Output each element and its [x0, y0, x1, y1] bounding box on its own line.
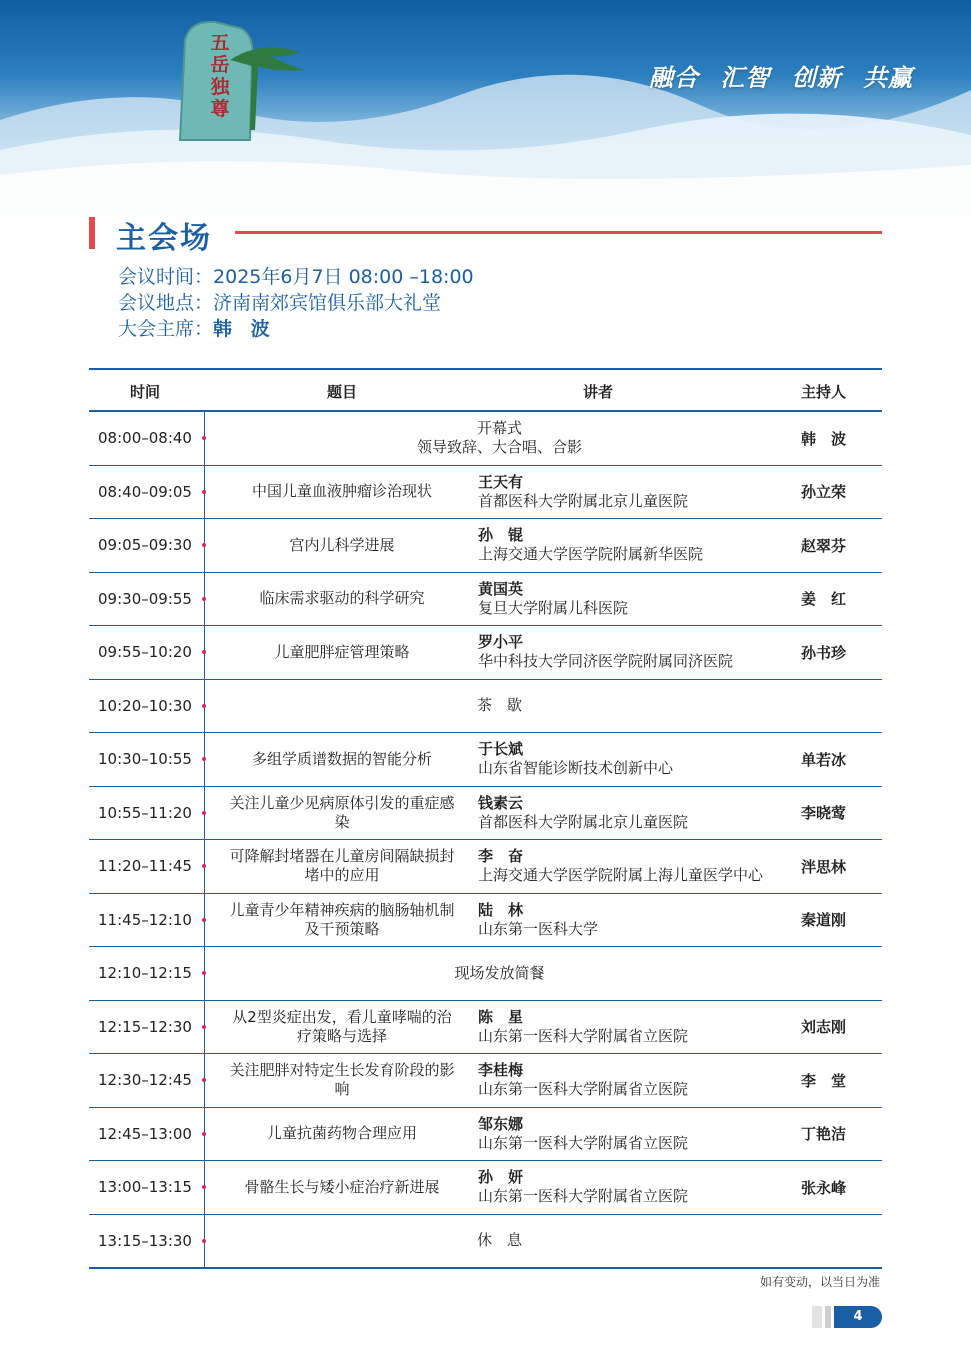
row-host: 刘志刚: [801, 1018, 847, 1037]
row-host: 张永峰: [801, 1178, 847, 1197]
speaker-organization: 首都医科大学附属北京儿童医院: [478, 491, 689, 510]
meeting-info: [118, 264, 474, 342]
speaker-name: 黄国英: [478, 579, 524, 598]
row-speaker: [478, 1054, 798, 1107]
row-dot: [202, 864, 206, 868]
speaker-name: 邹东娜: [478, 1114, 524, 1133]
row-time: 12:30–12:45: [98, 1071, 192, 1090]
row-host: 赵翠芬: [801, 536, 847, 555]
section-title: 主会场: [116, 221, 212, 256]
meeting-venue-value: 济南南郊宾馆俱乐部大礼堂: [213, 292, 442, 314]
row-speaker: [478, 733, 798, 786]
row-dot: [202, 1132, 206, 1136]
row-time: 10:20–10:30: [98, 696, 192, 715]
row-span-line: 茶 歇: [476, 696, 522, 715]
header-time: 时间: [130, 383, 161, 401]
speaker-organization: 华中科技大学同济医学院附属同济医院: [478, 652, 734, 671]
mountain-illustration: [0, 0, 971, 215]
speaker-organization: 山东第一医科大学附属省立医院: [478, 1187, 689, 1206]
speaker-name: 王天有: [478, 472, 524, 491]
speaker-organization: 山东第一医科大学附属省立医院: [478, 1133, 689, 1152]
row-host: 姜 红: [801, 590, 847, 609]
row-topic: 骨骼生长与矮小症治疗新进展: [244, 1177, 440, 1196]
speaker-organization: 上海交通大学医学院附属新华医院: [478, 545, 704, 564]
section-header: [89, 213, 882, 256]
meeting-venue-label: 会议地点：: [118, 292, 214, 314]
row-dot: [202, 757, 206, 761]
row-time: 08:00–08:40: [98, 429, 192, 448]
row-dot: [202, 490, 206, 494]
row-topic: 中国儿童血液肿瘤诊治现状: [251, 482, 432, 501]
header-speaker: 讲者: [583, 383, 614, 401]
row-span-line: 现场发放简餐: [454, 963, 545, 982]
row-host: 韩 波: [801, 429, 847, 448]
slogan: [637, 58, 913, 93]
row-dot: [202, 1185, 206, 1189]
table-row: [89, 1108, 882, 1162]
row-host: 秦道刚: [801, 911, 847, 930]
row-span-content: [207, 947, 792, 1000]
row-dot: [202, 1025, 206, 1029]
schedule-table: [89, 368, 882, 1269]
header-host: 主持人: [801, 383, 847, 401]
table-row: [89, 412, 882, 466]
row-speaker: [478, 573, 798, 626]
row-host: 李晓莺: [801, 804, 847, 823]
speaker-organization: 山东第一医科大学: [478, 919, 599, 938]
table-row: [89, 840, 882, 894]
row-topic: 关注儿童少见病原体引发的重症感染: [229, 793, 455, 831]
table-row: [89, 573, 882, 627]
row-speaker: [478, 1108, 798, 1161]
row-time: 12:10–12:15: [98, 964, 192, 983]
row-dot: [202, 436, 206, 440]
meeting-chair: [118, 316, 474, 342]
table-row: [89, 466, 882, 520]
row-host: 李 堂: [801, 1071, 847, 1090]
row-time: 10:30–10:55: [98, 750, 192, 769]
table-row: [89, 519, 882, 573]
table-row: [89, 894, 882, 948]
row-topic: 宫内儿科学进展: [289, 535, 395, 554]
row-speaker: [478, 894, 798, 947]
row-topic: 从2型炎症出发，看儿童哮喘的治疗策略与选择: [232, 1007, 452, 1045]
page-deco-2: [825, 1306, 831, 1328]
speaker-name: 陆 林: [478, 900, 524, 919]
row-time: 13:15–13:30: [98, 1231, 192, 1250]
header-banner: [0, 0, 971, 215]
speaker-name: 于长斌: [478, 740, 524, 759]
row-dot: [202, 650, 206, 654]
speaker-organization: 山东第一医科大学附属省立医院: [478, 1026, 689, 1045]
row-time: 11:45–12:10: [98, 910, 192, 929]
row-dot: [202, 1239, 206, 1243]
header-topic: 题目: [327, 383, 358, 401]
row-topic: 可降解封堵器在儿童房间隔缺损封堵中的应用: [229, 847, 455, 885]
row-time: 11:20–11:45: [98, 857, 192, 876]
row-dot: [202, 1078, 206, 1082]
row-span-line: 领导致辞、大合唱、合影: [416, 438, 582, 457]
table-row: [89, 1161, 882, 1215]
row-time: 09:55–10:20: [98, 643, 192, 662]
row-speaker: [478, 840, 798, 893]
row-host: 泮思林: [801, 857, 847, 876]
row-speaker: [478, 466, 798, 519]
change-note: 如有变动，以当日为准: [759, 1275, 880, 1289]
row-dot: [202, 811, 206, 815]
row-span-content: [207, 1215, 792, 1268]
row-time: 09:05–09:30: [98, 536, 192, 555]
speaker-name: 罗小平: [478, 633, 524, 652]
row-topic: 关注肥胖对特定生长发育阶段的影响: [229, 1061, 455, 1099]
row-host: 单若冰: [801, 750, 847, 769]
table-row: [89, 1054, 882, 1108]
table-row: [89, 733, 882, 787]
row-topic: 儿童抗菌药物合理应用: [266, 1124, 417, 1143]
title-divider: [235, 231, 882, 234]
row-speaker: [478, 1161, 798, 1214]
row-span-line: 开幕式: [476, 419, 522, 438]
row-time: 12:15–12:30: [98, 1017, 192, 1036]
meeting-chair-label: 大会主席：: [118, 318, 214, 340]
slogan-word-1: 融合: [648, 64, 699, 92]
row-span-content: [207, 412, 792, 465]
row-topic: 儿童肥胖症管理策略: [274, 642, 410, 661]
row-topic: 多组学质谱数据的智能分析: [251, 749, 432, 768]
speaker-name: 钱素云: [478, 793, 524, 812]
row-speaker: [478, 1001, 798, 1054]
slogan-word-2: 汇智: [720, 64, 771, 92]
row-host: 丁艳洁: [801, 1125, 847, 1144]
slogan-word-4: 共赢: [863, 64, 913, 92]
meeting-time-value: 2025年6月7日 08:00 –18:00: [213, 266, 474, 288]
row-topic: 儿童青少年精神疾病的脑肠轴机制及干预策略: [229, 900, 455, 938]
speaker-name: 孙 妍: [478, 1168, 524, 1187]
speaker-organization: 上海交通大学医学院附属上海儿童医学中心: [478, 866, 764, 885]
table-row: [89, 1001, 882, 1055]
table-row: [89, 626, 882, 680]
table-row: [89, 1215, 882, 1270]
speaker-name: 李 奋: [478, 847, 524, 866]
speaker-name: 李桂梅: [478, 1061, 524, 1080]
page-number: 4: [834, 1306, 882, 1328]
speaker-organization: 山东第一医科大学附属省立医院: [478, 1080, 689, 1099]
stone-inscription: 五岳独尊: [210, 32, 230, 120]
speaker-organization: 首都医科大学附属北京儿童医院: [478, 812, 689, 831]
meeting-venue: [118, 290, 474, 316]
row-span-content: [207, 680, 792, 733]
meeting-time: [118, 264, 474, 290]
slogan-word-3: 创新: [791, 64, 842, 92]
row-span-line: 休 息: [476, 1231, 522, 1250]
meeting-time-label: 会议时间：: [118, 266, 214, 288]
table-row: [89, 947, 882, 1001]
row-dot: [202, 704, 206, 708]
table-body: [89, 412, 882, 1269]
speaker-name: 孙 锟: [478, 526, 524, 545]
table-header: [89, 368, 882, 412]
row-time: 09:30–09:55: [98, 589, 192, 608]
row-time: 10:55–11:20: [98, 803, 192, 822]
row-time: 13:00–13:15: [98, 1178, 192, 1197]
row-dot: [202, 971, 206, 975]
row-time: 12:45–13:00: [98, 1124, 192, 1143]
speaker-organization: 山东省智能诊断技术创新中心: [478, 759, 674, 778]
title-accent-bar: [89, 217, 95, 249]
row-topic: 临床需求驱动的科学研究: [259, 589, 425, 608]
meeting-chair-value: 韩 波: [213, 318, 276, 340]
row-speaker: [478, 626, 798, 679]
row-speaker: [478, 787, 798, 840]
row-dot: [202, 597, 206, 601]
row-time: 08:40–09:05: [98, 482, 192, 501]
row-speaker: [478, 519, 798, 572]
row-dot: [202, 918, 206, 922]
row-dot: [202, 543, 206, 547]
speaker-name: 陈 星: [478, 1007, 524, 1026]
page-deco-1: [812, 1306, 822, 1328]
row-host: 孙书珍: [801, 643, 847, 662]
speaker-organization: 复旦大学附属儿科医院: [478, 598, 629, 617]
row-host: 孙立荣: [801, 483, 847, 502]
table-row: [89, 680, 882, 734]
table-row: [89, 787, 882, 841]
